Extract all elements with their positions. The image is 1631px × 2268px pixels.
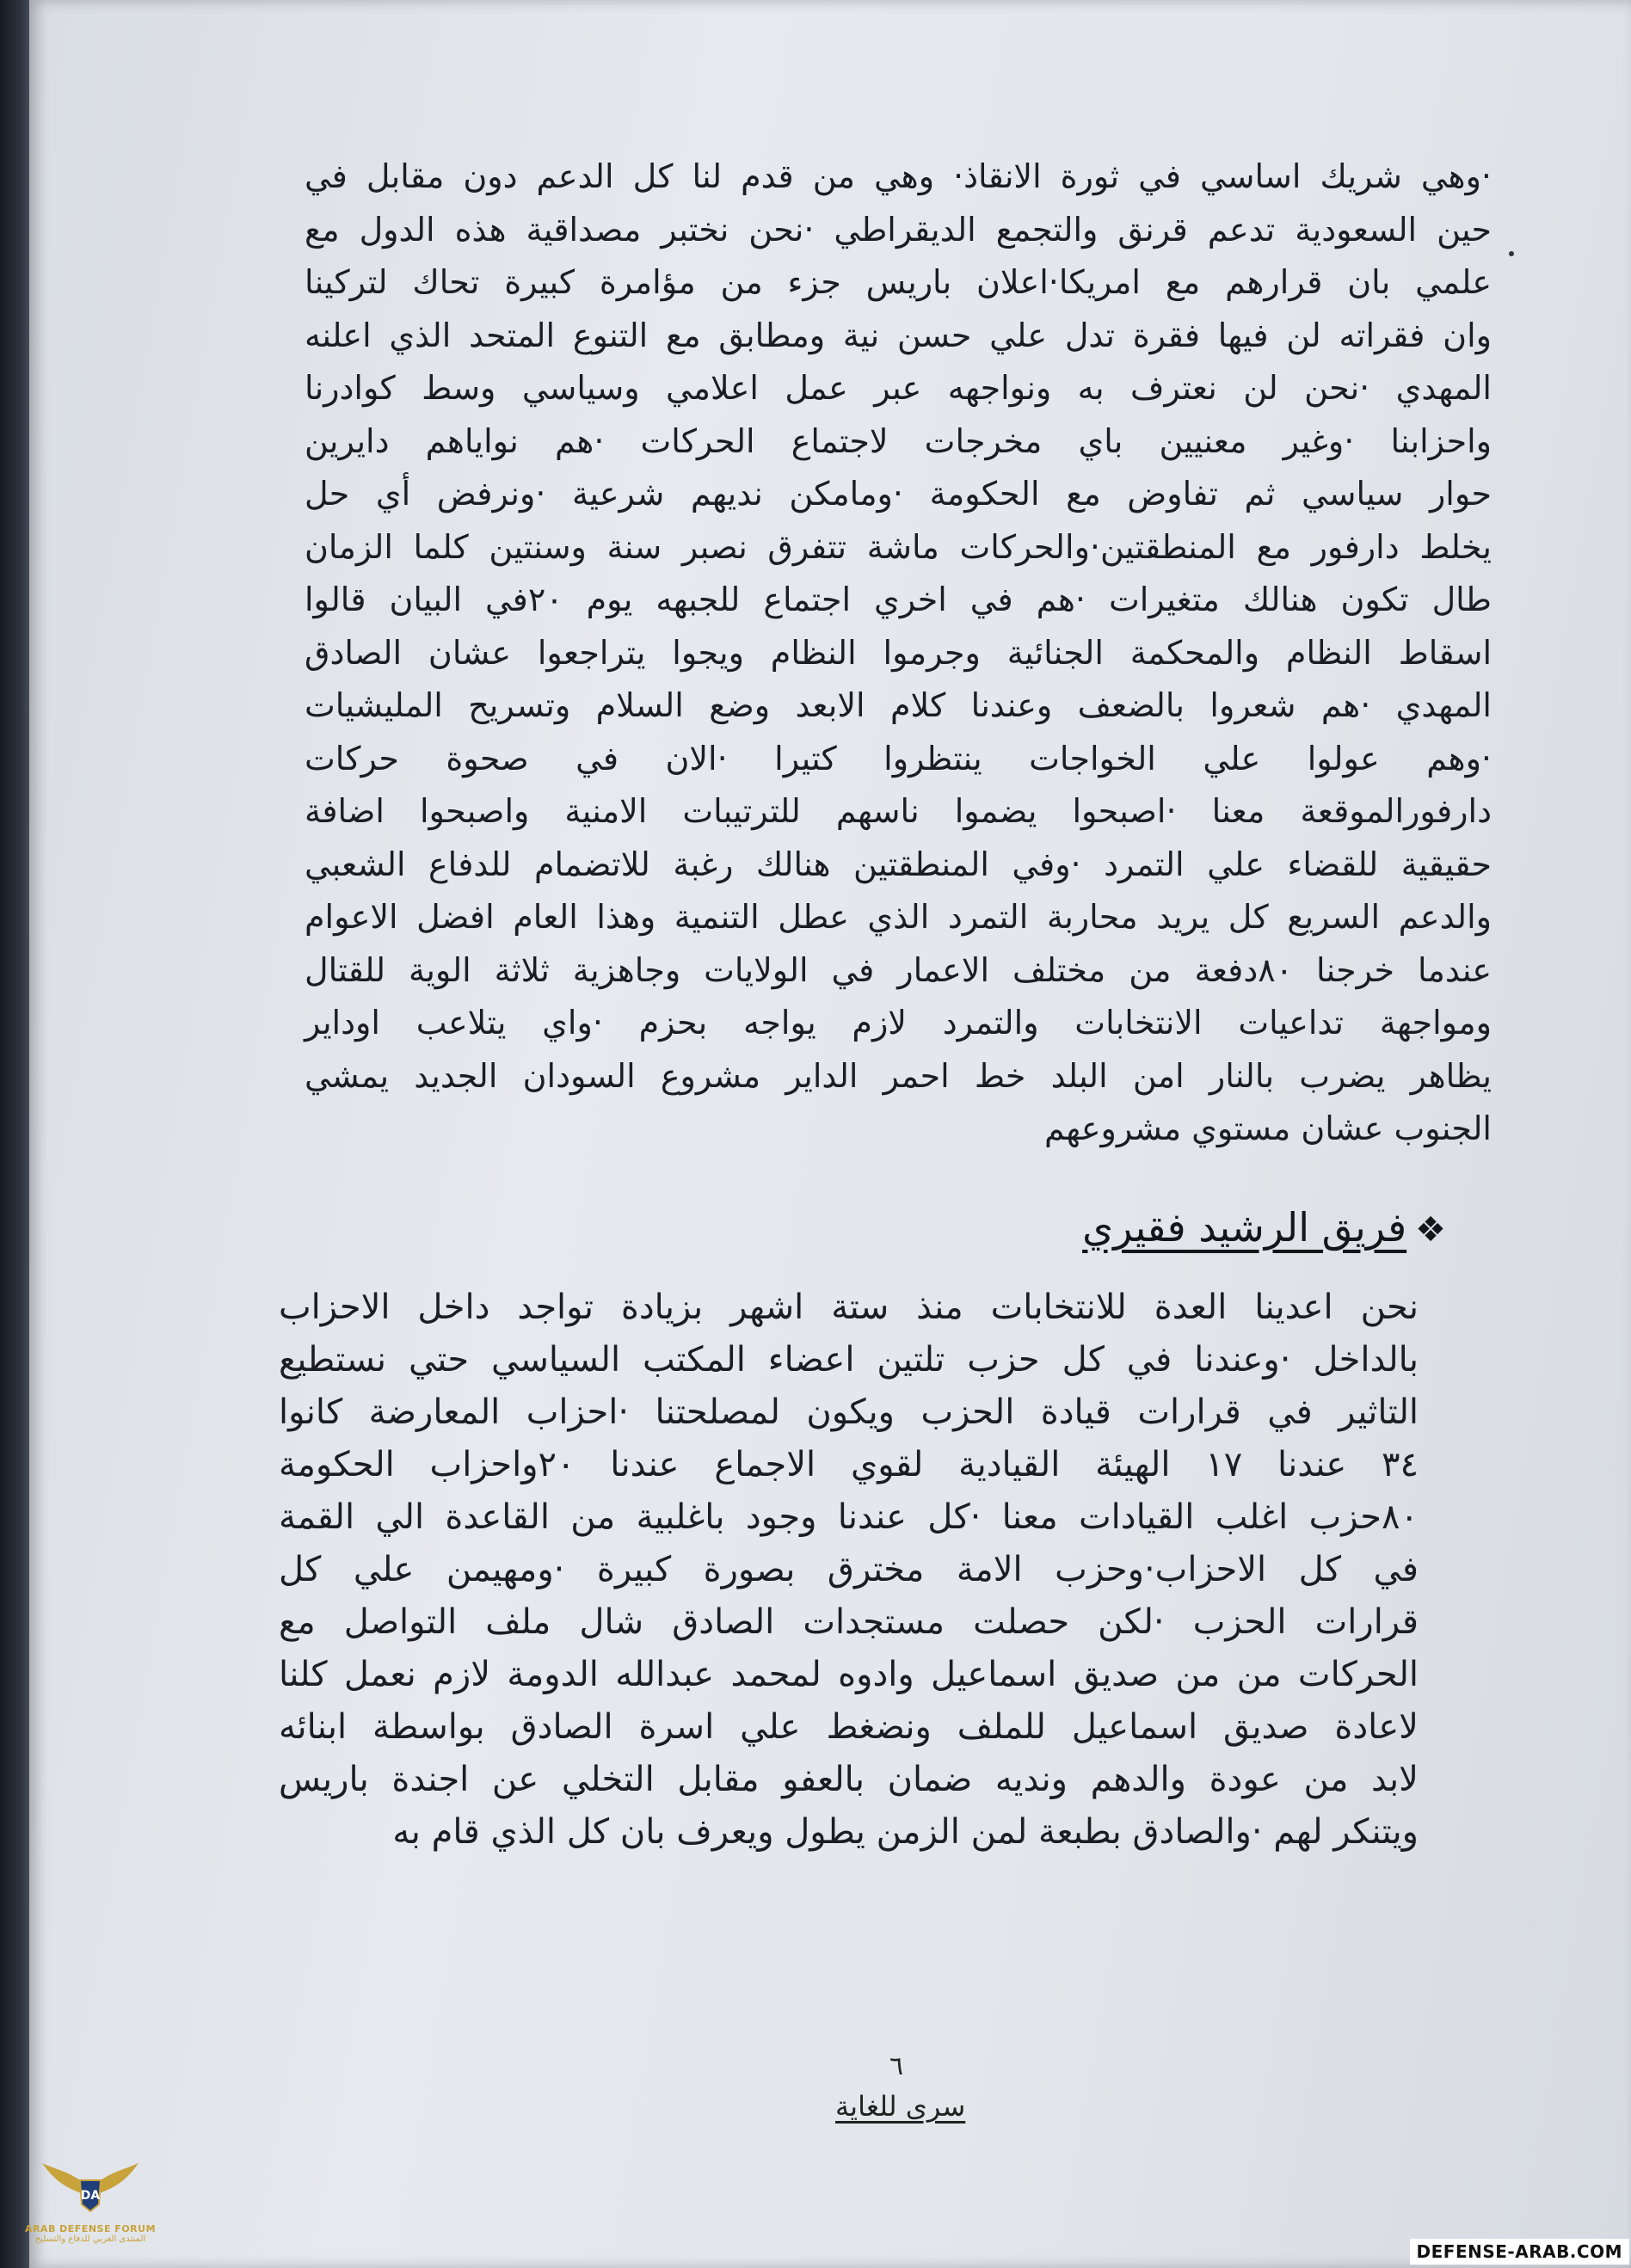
top-paragraph-line: يخلط دارفور مع المنطقتين·والحركات ماشة تتفرق نصبر سنة وسنتين كلما الزمان <box>305 527 1492 566</box>
bottom-paragraph-line: ٣٤ عندنا ١٧ الهيئة القيادية لقوي الاجماع عندنا ٢٠واحزاب الحكومة <box>279 1445 1419 1484</box>
classification-label: سرى للغاية <box>835 2090 966 2123</box>
site-watermark: DEFENSE-ARAB.COM <box>1410 2239 1629 2265</box>
top-paragraph-line: حين السعودية تدعم قرنق والتجمع الديقراطي ·نحن نختبر مصداقية هذه الدول مع <box>305 210 1492 249</box>
top-paragraph-line: ·وهم عولوا علي الخواجات ينتظروا كتيرا ·الان في صحوة حركات <box>305 739 1492 778</box>
bottom-paragraph-line: نحن اعدينا العدة للانتخابات منذ ستة اشهر بزيادة تواجد داخل الاحزاب <box>279 1288 1419 1327</box>
top-paragraph-line: اسقاط النظام والمحكمة الجنائية وجرموا النظام ويجوا يتراجعوا عشان الصادق <box>305 633 1492 672</box>
bottom-paragraph-line: التاثير في قرارات قيادة الحزب ويكون لمصلحتنا ·احزاب المعارضة كانوا <box>279 1392 1419 1432</box>
diamond-bullet-icon: ❖ <box>1415 1210 1446 1250</box>
bottom-paragraph <box>279 1282 1419 1859</box>
logo-name: ARAB DEFENSE FORUM <box>24 2223 157 2234</box>
top-paragraph <box>305 151 1492 1156</box>
page-number: ٦ <box>889 2051 904 2081</box>
forum-logo <box>17 2154 163 2262</box>
bottom-paragraph-line: لاعادة صديق اسماعيل للملف ونضغط علي اسرة الصادق بواسطة ابنائه <box>279 1707 1419 1747</box>
top-paragraph-line: والدعم السريع كل يريد محاربة التمرد الذي عطل التنمية وهذا العام افضل الاعوام <box>305 898 1492 936</box>
top-paragraph-line: حوار سياسي ثم تفاوض مع الحكومة ·ومامكن نديهم شرعية ·ونرفض أي حل <box>305 475 1492 513</box>
top-paragraph-line: المهدي ·هم شعروا بالضعف وعندنا كلام الابعد وضع السلام وتسريح المليشيات <box>305 686 1492 724</box>
bottom-paragraph-line: قرارات الحزب ·لكن حصلت مستجدات الصادق شال ملف التواصل مع <box>279 1602 1419 1642</box>
logo-subtitle: المنتدى العربي للدفاع والتسليح <box>34 2234 146 2244</box>
bottom-paragraph-line: في كل الاحزاب·وحزب الامة مخترق بصورة كبيرة ·ومهيمن علي كل <box>279 1550 1419 1589</box>
section-heading <box>1082 1204 1446 1251</box>
desk-background <box>0 0 31 2268</box>
top-paragraph-line: وان فقراته لن فيها فقرة تدل علي حسن نية ومطابق مع التنوع المتحد الذي اعلنه <box>305 316 1492 354</box>
document-page <box>29 0 1631 2268</box>
bottom-paragraph-line: ويتنكر لهم ·والصادق بطبعة لمن الزمن يطول ويعرف بان كل الذي قام به <box>392 1812 1419 1852</box>
top-paragraph-line: حقيقية للقضاء علي التمرد ·وفي المنطقتين هنالك رغبة للاتضمام للدفاع الشعبي <box>305 845 1492 883</box>
top-paragraph-line: الجنوب عشان مستوي مشروعهم <box>1044 1109 1492 1147</box>
top-paragraph-line: عندما خرجنا ٨٠دفعة من مختلف الاعمار في الولايات وجاهزية ثلاثة الوية للقتال <box>305 950 1492 989</box>
logo-letters: DA <box>80 2189 101 2203</box>
top-paragraph-line: واحزابنا ·وغير معنيين باي مخرجات لاجتماع الحركات ·هم نواياهم دايرين <box>305 421 1492 460</box>
top-paragraph-line: دارفورالموقعة معنا ·اصبحوا يضموا ناسهم للترتيبات الامنية واصبحوا اضافة <box>305 792 1492 830</box>
top-paragraph-line: يظاهر يضرب بالنار امن البلد خط احمر الداير مشروع السودان الجديد يمشي <box>305 1056 1492 1095</box>
section-heading-text: فريق الرشيد فقيري <box>1082 1204 1407 1251</box>
top-paragraph-line: علمي بان قرارهم مع امريكا·اعلان باريس جزء من مؤامرة كبيرة تحاك لتركينا <box>305 263 1492 301</box>
top-paragraph-line: طال تكون هنالك متغيرات ·هم في اخري اجتماع للجبهه يوم ٢٠في البيان قالوا <box>305 581 1492 618</box>
bottom-paragraph-line: بالداخل ·وعندنا في كل حزب تلتين اعضاء المكتب السياسي حتي نستطيع <box>279 1340 1419 1380</box>
margin-mark <box>1509 251 1514 256</box>
bottom-paragraph-line: ٨٠حزب اغلب القيادات معنا ·كل عندنا وجود باغلبية من القاعدة الي القمة <box>279 1497 1419 1537</box>
top-paragraph-line: ومواجهة تداعيات الانتخابات والتمرد لازم يواجه بحزم ·واي يتلاعب اوداير <box>305 1004 1492 1042</box>
top-paragraph-line: ·وهي شريك اساسي في ثورة الانقاذ· وهي من قدم لنا كل الدعم دون مقابل في <box>305 157 1492 195</box>
bottom-paragraph-line: لابد من عودة والدهم ونديه ضمان بالعفو مقابل التخلي عن اجندة باريس <box>279 1760 1419 1799</box>
bottom-paragraph-line: الحركات من من صديق اسماعيل وادوه لمحمد عبدالله الدومة لازم نعمل كلنا <box>279 1655 1419 1694</box>
top-paragraph-line: المهدي ·نحن لن نعترف به ونواجهه عبر عمل اعلامي وسياسي وسط كوادرنا <box>305 369 1492 407</box>
eagle-wings-icon <box>39 2154 142 2223</box>
